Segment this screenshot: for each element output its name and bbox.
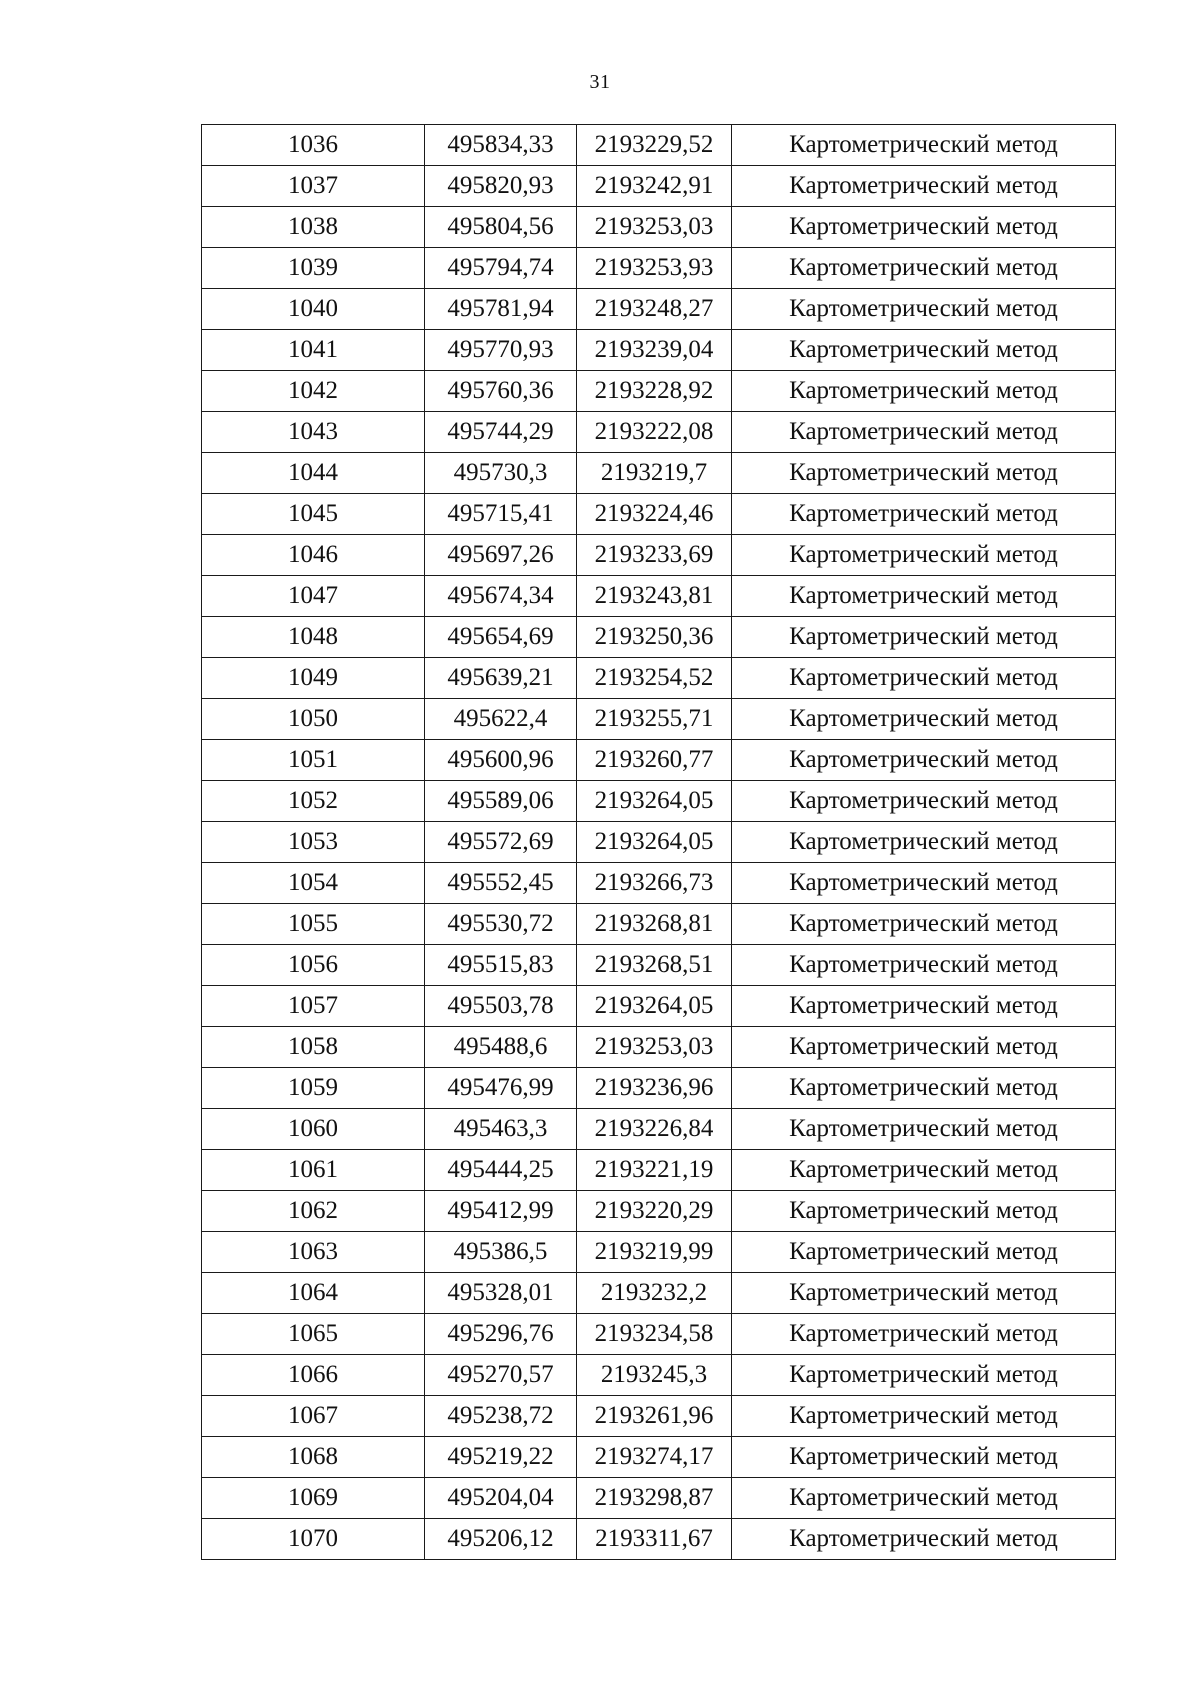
table-row: [202, 781, 1116, 822]
x-coordinate-cell: 495781,94: [425, 289, 577, 330]
table-row: [202, 535, 1116, 576]
point-number-cell: 1050: [202, 699, 425, 740]
y-coordinate-cell: 2193219,99: [577, 1232, 732, 1273]
x-coordinate-cell: 495238,72: [425, 1396, 577, 1437]
point-number-cell: 1049: [202, 658, 425, 699]
table-row: [202, 1068, 1116, 1109]
point-number-cell: 1037: [202, 166, 425, 207]
y-coordinate-cell: 2193253,03: [577, 1027, 732, 1068]
point-number-cell: 1066: [202, 1355, 425, 1396]
point-number-cell: 1064: [202, 1273, 425, 1314]
y-coordinate-cell: 2193274,17: [577, 1437, 732, 1478]
method-cell: Картометрический метод: [732, 166, 1116, 207]
table-row: [202, 166, 1116, 207]
method-cell: Картометрический метод: [732, 1109, 1116, 1150]
x-coordinate-cell: 495530,72: [425, 904, 577, 945]
method-cell: Картометрический метод: [732, 576, 1116, 617]
coordinates-table: [201, 124, 1116, 1560]
table-row: [202, 1519, 1116, 1560]
method-cell: Картометрический метод: [732, 1396, 1116, 1437]
x-coordinate-cell: 495386,5: [425, 1232, 577, 1273]
point-number-cell: 1063: [202, 1232, 425, 1273]
table-row: [202, 453, 1116, 494]
point-number-cell: 1043: [202, 412, 425, 453]
method-cell: Картометрический метод: [732, 1437, 1116, 1478]
y-coordinate-cell: 2193222,08: [577, 412, 732, 453]
method-cell: Картометрический метод: [732, 986, 1116, 1027]
x-coordinate-cell: 495296,76: [425, 1314, 577, 1355]
table-row: [202, 1396, 1116, 1437]
x-coordinate-cell: 495820,93: [425, 166, 577, 207]
point-number-cell: 1053: [202, 822, 425, 863]
table-row: [202, 125, 1116, 166]
point-number-cell: 1052: [202, 781, 425, 822]
point-number-cell: 1045: [202, 494, 425, 535]
y-coordinate-cell: 2193298,87: [577, 1478, 732, 1519]
x-coordinate-cell: 495770,93: [425, 330, 577, 371]
x-coordinate-cell: 495804,56: [425, 207, 577, 248]
point-number-cell: 1040: [202, 289, 425, 330]
method-cell: Картометрический метод: [732, 1150, 1116, 1191]
y-coordinate-cell: 2193233,69: [577, 535, 732, 576]
y-coordinate-cell: 2193226,84: [577, 1109, 732, 1150]
method-cell: Картометрический метод: [732, 822, 1116, 863]
x-coordinate-cell: 495697,26: [425, 535, 577, 576]
y-coordinate-cell: 2193254,52: [577, 658, 732, 699]
point-number-cell: 1070: [202, 1519, 425, 1560]
method-cell: Картометрический метод: [732, 617, 1116, 658]
y-coordinate-cell: 2193220,29: [577, 1191, 732, 1232]
method-cell: Картометрический метод: [732, 1519, 1116, 1560]
method-cell: Картометрический метод: [732, 289, 1116, 330]
x-coordinate-cell: 495760,36: [425, 371, 577, 412]
point-number-cell: 1059: [202, 1068, 425, 1109]
table-row: [202, 617, 1116, 658]
y-coordinate-cell: 2193268,51: [577, 945, 732, 986]
method-cell: Картометрический метод: [732, 1027, 1116, 1068]
x-coordinate-cell: 495270,57: [425, 1355, 577, 1396]
table-row: [202, 1273, 1116, 1314]
table-row: [202, 289, 1116, 330]
point-number-cell: 1056: [202, 945, 425, 986]
table-row: [202, 740, 1116, 781]
y-coordinate-cell: 2193264,05: [577, 781, 732, 822]
x-coordinate-cell: 495444,25: [425, 1150, 577, 1191]
y-coordinate-cell: 2193311,67: [577, 1519, 732, 1560]
y-coordinate-cell: 2193261,96: [577, 1396, 732, 1437]
table-row: [202, 1355, 1116, 1396]
y-coordinate-cell: 2193248,27: [577, 289, 732, 330]
x-coordinate-cell: 495204,04: [425, 1478, 577, 1519]
y-coordinate-cell: 2193242,91: [577, 166, 732, 207]
method-cell: Картометрический метод: [732, 740, 1116, 781]
x-coordinate-cell: 495730,3: [425, 453, 577, 494]
table-row: [202, 822, 1116, 863]
y-coordinate-cell: 2193243,81: [577, 576, 732, 617]
method-cell: Картометрический метод: [732, 945, 1116, 986]
y-coordinate-cell: 2193264,05: [577, 822, 732, 863]
x-coordinate-cell: 495412,99: [425, 1191, 577, 1232]
y-coordinate-cell: 2193266,73: [577, 863, 732, 904]
table-row: [202, 945, 1116, 986]
x-coordinate-cell: 495206,12: [425, 1519, 577, 1560]
table-row: [202, 1437, 1116, 1478]
y-coordinate-cell: 2193250,36: [577, 617, 732, 658]
table-row: [202, 986, 1116, 1027]
table-row: [202, 1150, 1116, 1191]
method-cell: Картометрический метод: [732, 904, 1116, 945]
x-coordinate-cell: 495219,22: [425, 1437, 577, 1478]
y-coordinate-cell: 2193253,03: [577, 207, 732, 248]
point-number-cell: 1039: [202, 248, 425, 289]
table-row: [202, 1027, 1116, 1068]
point-number-cell: 1048: [202, 617, 425, 658]
x-coordinate-cell: 495515,83: [425, 945, 577, 986]
y-coordinate-cell: 2193236,96: [577, 1068, 732, 1109]
method-cell: Картометрический метод: [732, 1314, 1116, 1355]
point-number-cell: 1038: [202, 207, 425, 248]
point-number-cell: 1055: [202, 904, 425, 945]
table-row: [202, 494, 1116, 535]
table-row: [202, 330, 1116, 371]
point-number-cell: 1058: [202, 1027, 425, 1068]
point-number-cell: 1060: [202, 1109, 425, 1150]
method-cell: Картометрический метод: [732, 1355, 1116, 1396]
table-row: [202, 1478, 1116, 1519]
x-coordinate-cell: 495463,3: [425, 1109, 577, 1150]
method-cell: Картометрический метод: [732, 699, 1116, 740]
method-cell: Картометрический метод: [732, 1232, 1116, 1273]
table-row: [202, 371, 1116, 412]
table-row: [202, 207, 1116, 248]
table-row: [202, 863, 1116, 904]
point-number-cell: 1036: [202, 125, 425, 166]
point-number-cell: 1041: [202, 330, 425, 371]
point-number-cell: 1051: [202, 740, 425, 781]
method-cell: Картометрический метод: [732, 125, 1116, 166]
y-coordinate-cell: 2193239,04: [577, 330, 732, 371]
method-cell: Картометрический метод: [732, 1273, 1116, 1314]
x-coordinate-cell: 495503,78: [425, 986, 577, 1027]
y-coordinate-cell: 2193229,52: [577, 125, 732, 166]
y-coordinate-cell: 2193221,19: [577, 1150, 732, 1191]
method-cell: Картометрический метод: [732, 1068, 1116, 1109]
x-coordinate-cell: 495794,74: [425, 248, 577, 289]
method-cell: Картометрический метод: [732, 248, 1116, 289]
table-row: [202, 248, 1116, 289]
method-cell: Картометрический метод: [732, 412, 1116, 453]
page-number: 31: [589, 71, 611, 93]
y-coordinate-cell: 2193260,77: [577, 740, 732, 781]
point-number-cell: 1068: [202, 1437, 425, 1478]
method-cell: Картометрический метод: [732, 1478, 1116, 1519]
method-cell: Картометрический метод: [732, 371, 1116, 412]
x-coordinate-cell: 495600,96: [425, 740, 577, 781]
table-row: [202, 1191, 1116, 1232]
x-coordinate-cell: 495639,21: [425, 658, 577, 699]
y-coordinate-cell: 2193253,93: [577, 248, 732, 289]
table-row: [202, 1109, 1116, 1150]
table-row: [202, 904, 1116, 945]
y-coordinate-cell: 2193245,3: [577, 1355, 732, 1396]
point-number-cell: 1061: [202, 1150, 425, 1191]
y-coordinate-cell: 2193234,58: [577, 1314, 732, 1355]
method-cell: Картометрический метод: [732, 781, 1116, 822]
method-cell: Картометрический метод: [732, 535, 1116, 576]
y-coordinate-cell: 2193232,2: [577, 1273, 732, 1314]
y-coordinate-cell: 2193228,92: [577, 371, 732, 412]
table-row: [202, 699, 1116, 740]
coordinates-table-body: [202, 125, 1116, 1560]
method-cell: Картометрический метод: [732, 494, 1116, 535]
x-coordinate-cell: 495654,69: [425, 617, 577, 658]
x-coordinate-cell: 495572,69: [425, 822, 577, 863]
method-cell: Картометрический метод: [732, 453, 1116, 494]
table-row: [202, 576, 1116, 617]
x-coordinate-cell: 495674,34: [425, 576, 577, 617]
point-number-cell: 1054: [202, 863, 425, 904]
point-number-cell: 1046: [202, 535, 425, 576]
method-cell: Картометрический метод: [732, 330, 1116, 371]
table-row: [202, 412, 1116, 453]
x-coordinate-cell: 495589,06: [425, 781, 577, 822]
table-row: [202, 1314, 1116, 1355]
y-coordinate-cell: 2193224,46: [577, 494, 732, 535]
point-number-cell: 1057: [202, 986, 425, 1027]
method-cell: Картометрический метод: [732, 658, 1116, 699]
x-coordinate-cell: 495488,6: [425, 1027, 577, 1068]
method-cell: Картометрический метод: [732, 1191, 1116, 1232]
y-coordinate-cell: 2193268,81: [577, 904, 732, 945]
point-number-cell: 1062: [202, 1191, 425, 1232]
method-cell: Картометрический метод: [732, 207, 1116, 248]
x-coordinate-cell: 495744,29: [425, 412, 577, 453]
point-number-cell: 1065: [202, 1314, 425, 1355]
y-coordinate-cell: 2193219,7: [577, 453, 732, 494]
point-number-cell: 1042: [202, 371, 425, 412]
point-number-cell: 1044: [202, 453, 425, 494]
point-number-cell: 1067: [202, 1396, 425, 1437]
method-cell: Картометрический метод: [732, 863, 1116, 904]
table-row: [202, 658, 1116, 699]
y-coordinate-cell: 2193264,05: [577, 986, 732, 1027]
x-coordinate-cell: 495715,41: [425, 494, 577, 535]
x-coordinate-cell: 495552,45: [425, 863, 577, 904]
table-row: [202, 1232, 1116, 1273]
x-coordinate-cell: 495622,4: [425, 699, 577, 740]
x-coordinate-cell: 495834,33: [425, 125, 577, 166]
point-number-cell: 1069: [202, 1478, 425, 1519]
point-number-cell: 1047: [202, 576, 425, 617]
x-coordinate-cell: 495476,99: [425, 1068, 577, 1109]
y-coordinate-cell: 2193255,71: [577, 699, 732, 740]
x-coordinate-cell: 495328,01: [425, 1273, 577, 1314]
